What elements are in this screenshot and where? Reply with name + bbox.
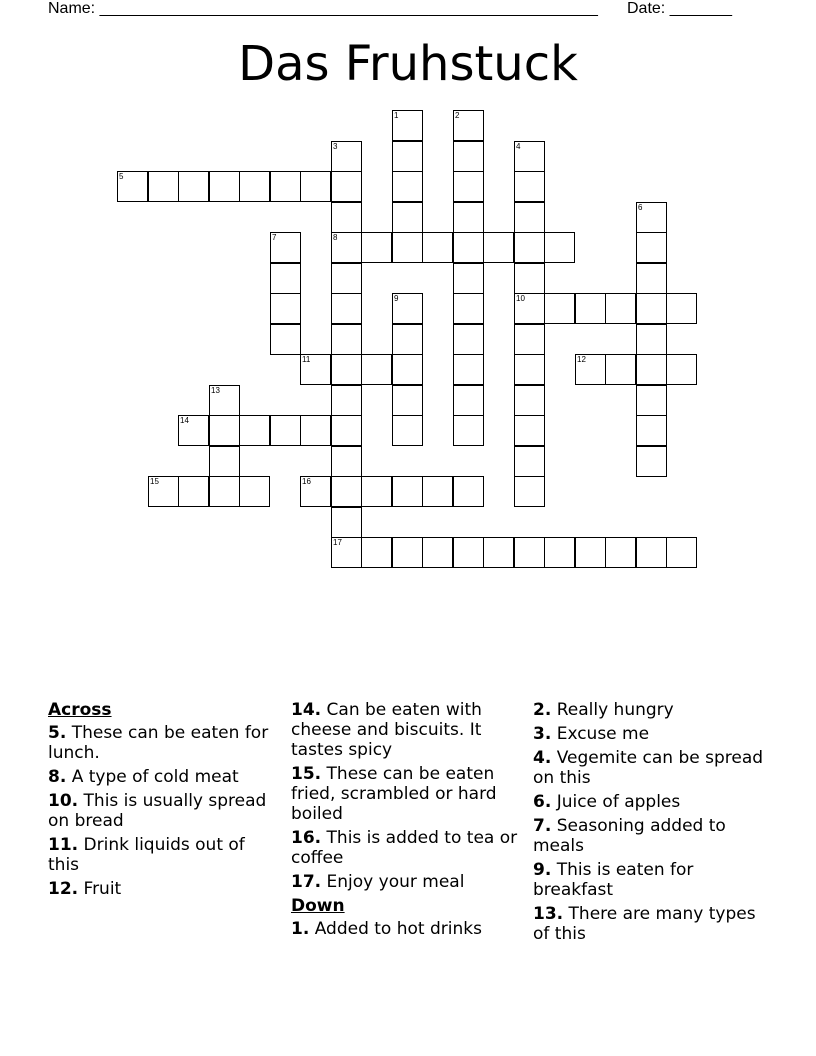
across-clue-16 [291, 828, 523, 868]
across-clue-10 [48, 791, 280, 831]
clue-text: Seasoning added to meals [533, 816, 726, 856]
grid-cell[interactable] [544, 232, 575, 263]
grid-cell[interactable] [392, 385, 423, 416]
grid-cell[interactable] [331, 171, 362, 202]
clue-text: Excuse me [556, 724, 650, 744]
grid-cell[interactable] [422, 476, 453, 507]
grid-cell[interactable] [331, 507, 362, 538]
cell-number: 9 [394, 294, 399, 303]
grid-cell[interactable] [331, 263, 362, 294]
grid-cell[interactable] [300, 476, 331, 507]
grid-cell[interactable] [453, 293, 484, 324]
grid-cell[interactable] [666, 537, 697, 568]
grid-cell[interactable] [209, 446, 240, 477]
grid-cell[interactable] [392, 537, 423, 568]
grid-cell[interactable] [148, 171, 179, 202]
cell-number: 10 [516, 294, 525, 303]
grid-cell[interactable] [636, 446, 667, 477]
grid-cell[interactable] [392, 354, 423, 385]
grid-cell[interactable] [514, 141, 545, 172]
grid-cell[interactable] [270, 171, 301, 202]
grid-cell[interactable] [544, 537, 575, 568]
clue-text: Added to hot drinks [314, 919, 482, 939]
grid-cell[interactable] [605, 293, 636, 324]
clue-text: Really hungry [556, 700, 674, 720]
grid-cell[interactable] [331, 415, 362, 446]
grid-cell[interactable] [300, 415, 331, 446]
grid-cell[interactable] [392, 110, 423, 141]
clue-text: This is added to tea or coffee [291, 828, 518, 868]
clue-text: This is eaten for breakfast [533, 860, 694, 900]
grid-cell[interactable] [666, 293, 697, 324]
clue-text: Juice of apples [556, 792, 681, 812]
grid-cell[interactable] [178, 476, 209, 507]
down-clue-13 [533, 904, 765, 944]
down-clue-1 [291, 919, 523, 939]
clue-text: Vegemite can be spread on this [533, 748, 764, 788]
clue-number: 15. [291, 764, 322, 784]
down-clue-6 [533, 792, 765, 812]
grid-cell[interactable] [514, 324, 545, 355]
grid-cell[interactable] [270, 293, 301, 324]
grid-cell[interactable] [453, 202, 484, 233]
down-clue-4 [533, 748, 765, 788]
grid-cell[interactable] [209, 385, 240, 416]
grid-cell[interactable] [148, 476, 179, 507]
cell-number: 8 [333, 233, 338, 242]
grid-cell[interactable] [636, 415, 667, 446]
grid-cell[interactable] [575, 293, 606, 324]
clue-text: This is usually spread on bread [48, 791, 267, 831]
grid-cell[interactable] [514, 232, 545, 263]
name-field-label: Name: ________________________________________________________ [48, 0, 598, 17]
clue-text: Enjoy your meal [326, 872, 465, 892]
grid-cell[interactable] [636, 293, 667, 324]
grid-cell[interactable] [514, 202, 545, 233]
grid-cell[interactable] [514, 354, 545, 385]
across-clue-8 [48, 767, 280, 787]
grid-cell[interactable] [453, 354, 484, 385]
grid-cell[interactable] [270, 232, 301, 263]
grid-cell[interactable] [331, 324, 362, 355]
grid-cell[interactable] [331, 354, 362, 385]
across-clue-17 [291, 872, 523, 892]
cell-number: 1 [394, 111, 399, 120]
grid-cell[interactable] [453, 324, 484, 355]
grid-cell[interactable] [453, 232, 484, 263]
grid-cell[interactable] [636, 232, 667, 263]
grid-cell[interactable] [178, 415, 209, 446]
grid-cell[interactable] [514, 263, 545, 294]
down-clue-3 [533, 724, 765, 744]
clue-number: 12. [48, 879, 79, 899]
across-clue-15 [291, 764, 523, 824]
cell-number: 6 [638, 203, 643, 212]
cell-number: 17 [333, 538, 342, 547]
grid-cell[interactable] [270, 263, 301, 294]
clue-number: 10. [48, 791, 79, 811]
clue-number: 17. [291, 872, 322, 892]
clue-text: A type of cold meat [71, 767, 239, 787]
clue-text: Drink liquids out of this [48, 835, 245, 875]
clue-number: 13. [533, 904, 564, 924]
grid-cell[interactable] [361, 537, 392, 568]
cell-number: 5 [119, 172, 124, 181]
grid-cell[interactable] [331, 476, 362, 507]
grid-cell[interactable] [514, 171, 545, 202]
cell-number: 15 [150, 477, 159, 486]
grid-cell[interactable] [331, 232, 362, 263]
cell-number: 14 [180, 416, 189, 425]
across-clue-5 [48, 723, 280, 763]
clue-number: 11. [48, 835, 79, 855]
grid-cell[interactable] [392, 324, 423, 355]
grid-cell[interactable] [514, 537, 545, 568]
cell-number: 2 [455, 111, 460, 120]
grid-cell[interactable] [209, 476, 240, 507]
grid-cell[interactable] [636, 324, 667, 355]
grid-cell[interactable] [361, 476, 392, 507]
grid-cell[interactable] [453, 110, 484, 141]
clue-number: 14. [291, 700, 322, 720]
down-clue-2 [533, 700, 765, 720]
grid-cell[interactable] [392, 202, 423, 233]
grid-cell[interactable] [605, 537, 636, 568]
grid-cell[interactable] [666, 354, 697, 385]
clue-number: 2. [533, 700, 552, 720]
grid-cell[interactable] [361, 354, 392, 385]
grid-cell[interactable] [636, 537, 667, 568]
clue-number: 9. [533, 860, 552, 880]
clue-number: 7. [533, 816, 552, 836]
grid-cell[interactable] [575, 354, 606, 385]
clue-number: 1. [291, 919, 310, 939]
clue-number: 4. [533, 748, 552, 768]
grid-cell[interactable] [453, 415, 484, 446]
grid-cell[interactable] [392, 415, 423, 446]
grid-cell[interactable] [117, 171, 148, 202]
grid-cell[interactable] [270, 415, 301, 446]
grid-cell[interactable] [178, 171, 209, 202]
across-clue-11 [48, 835, 280, 875]
clue-text: Can be eaten with cheese and biscuits. It tastes spicy [291, 700, 482, 760]
date-field-label: Date: _______ [627, 0, 732, 17]
grid-cell[interactable] [300, 171, 331, 202]
grid-cell[interactable] [300, 354, 331, 385]
clue-text: There are many types of this [533, 904, 756, 944]
grid-cell[interactable] [392, 476, 423, 507]
grid-cell[interactable] [605, 354, 636, 385]
clue-text: Fruit [83, 879, 122, 899]
grid-cell[interactable] [331, 293, 362, 324]
grid-cell[interactable] [392, 141, 423, 172]
clues-column-3 [533, 700, 765, 948]
grid-cell[interactable] [514, 415, 545, 446]
grid-cell[interactable] [331, 446, 362, 477]
grid-cell[interactable] [331, 537, 362, 568]
clue-number: 16. [291, 828, 322, 848]
clue-number: 8. [48, 767, 67, 787]
grid-cell[interactable] [361, 232, 392, 263]
page-title: Das Fruhstuck [238, 36, 578, 92]
grid-cell[interactable] [544, 293, 575, 324]
cell-number: 12 [577, 355, 586, 364]
clue-text: These can be eaten fried, scrambled or hard boiled [291, 764, 497, 824]
cell-number: 13 [211, 386, 220, 395]
grid-cell[interactable] [453, 476, 484, 507]
across-clue-12 [48, 879, 280, 899]
grid-cell[interactable] [453, 171, 484, 202]
grid-cell[interactable] [483, 537, 514, 568]
grid-cell[interactable] [270, 324, 301, 355]
down-clue-7 [533, 816, 765, 856]
cell-number: 16 [302, 477, 311, 486]
grid-cell[interactable] [453, 141, 484, 172]
clue-number: 3. [533, 724, 552, 744]
grid-cell[interactable] [483, 232, 514, 263]
grid-cell[interactable] [331, 202, 362, 233]
grid-cell[interactable] [514, 476, 545, 507]
grid-cell[interactable] [453, 263, 484, 294]
grid-cell[interactable] [392, 232, 423, 263]
grid-cell[interactable] [636, 354, 667, 385]
clues-column-1 [48, 700, 280, 903]
grid-cell[interactable] [453, 385, 484, 416]
grid-cell[interactable] [331, 385, 362, 416]
grid-cell[interactable] [514, 385, 545, 416]
grid-cell[interactable] [422, 232, 453, 263]
grid-cell[interactable] [636, 202, 667, 233]
grid-cell[interactable] [239, 171, 270, 202]
across-heading: Across [48, 700, 112, 720]
grid-cell[interactable] [636, 263, 667, 294]
cell-number: 7 [272, 233, 277, 242]
grid-cell[interactable] [209, 171, 240, 202]
clue-text: These can be eaten for lunch. [48, 723, 269, 763]
cell-number: 4 [516, 142, 521, 151]
grid-cell[interactable] [331, 141, 362, 172]
clue-number: 5. [48, 723, 67, 743]
cell-number: 11 [302, 355, 311, 364]
down-heading: Down [291, 896, 345, 916]
grid-cell[interactable] [575, 537, 606, 568]
grid-cell[interactable] [514, 293, 545, 324]
grid-cell[interactable] [392, 171, 423, 202]
grid-cell[interactable] [392, 293, 423, 324]
grid-cell[interactable] [422, 537, 453, 568]
grid-cell[interactable] [239, 415, 270, 446]
grid-cell[interactable] [453, 537, 484, 568]
grid-cell[interactable] [209, 415, 240, 446]
grid-cell[interactable] [239, 476, 270, 507]
clues-column-2 [291, 700, 523, 943]
grid-cell[interactable] [636, 385, 667, 416]
cell-number: 3 [333, 142, 338, 151]
clue-number: 6. [533, 792, 552, 812]
down-clue-9 [533, 860, 765, 900]
grid-cell[interactable] [514, 446, 545, 477]
across-clue-14 [291, 700, 523, 760]
